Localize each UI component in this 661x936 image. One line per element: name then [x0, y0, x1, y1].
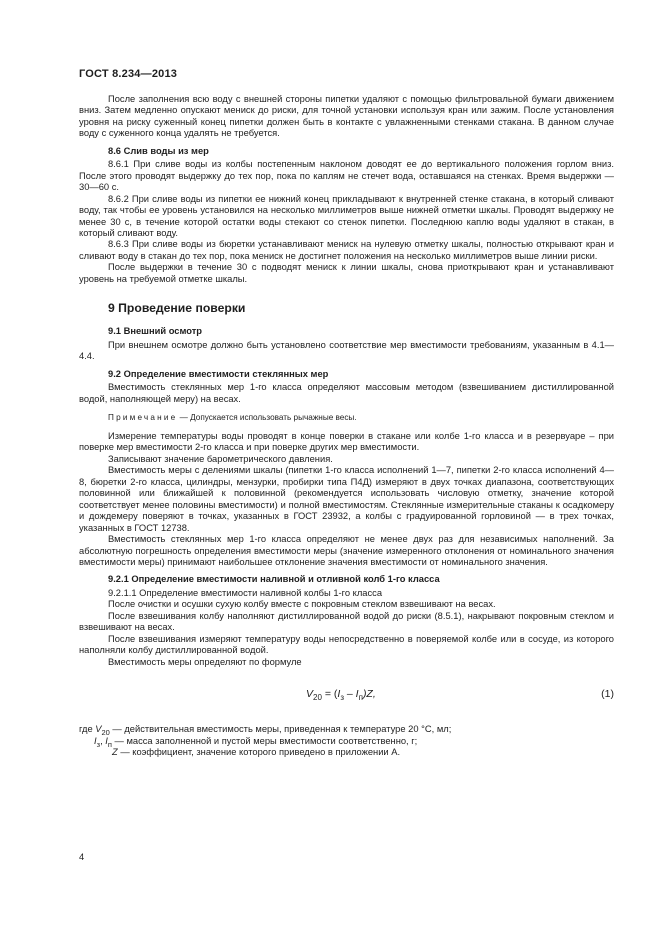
paragraph: 9.2.1.1 Определение вместимости наливной колбы 1-го класса [108, 587, 383, 598]
formula-symbol: I [337, 688, 341, 701]
legend-symbol: I [94, 735, 97, 746]
legend-text: — масса заполненной и пустой меры вместимости соответственно, г; [111, 735, 418, 746]
paragraph: После выдержки в течение 30 с подводят мениск к линии шкалы, снова приоткрывают кран и устанавливают уровень на требуемой отметке шкалы. [79, 262, 614, 284]
formula-op: = ( [321, 688, 338, 701]
paragraph: Вместимость стеклянных мер 1-го класса определяют не менее двух раз для независимых наполнений. За абсолютную погрешность определения вместимости меры (значение измеренного отклонения от номинального значения вместимости меры) принимают наибольшее отклонение значения вместимости от номинального значения. [79, 534, 614, 567]
subsection-heading: 9.2 Определение вместимости стеклянных мер [108, 368, 329, 379]
paragraph: Вместимость меры определяют по формуле [108, 656, 302, 667]
legend-lead: где [79, 724, 96, 735]
formula [306, 688, 376, 702]
note-text: — Допускается использовать рычажные весы. [177, 412, 357, 422]
paragraph: Измерение температуры воды проводят в конце поверки в стакане или колбе 1-го класса и в резервуаре – при поверке мер вместимости 2-го класса и при поверке других мер вместимости. [79, 430, 614, 453]
paragraph: 8.6.1 При сливе воды из колбы постепенным наклоном доводят ее до вертикального положения горлом вниз. После этого проводят выдержку до тех пор, пока по каплям не стечет вода, оставшаяся на стенках. Время выдержки — 30—60 с. [79, 159, 614, 193]
subsection-heading: 9.2.1 Определение вместимости наливной и отливной колб 1-го класса [108, 574, 440, 585]
legend-text: — действительная вместимость меры, приведенная к температуре 20 °С, мл; [109, 724, 452, 735]
formula-subscript: п [358, 693, 363, 703]
formula-number: (1) [601, 688, 614, 701]
paragraph: Вместимость стеклянных мер 1-го класса определяют массовым методом (взвешиванием дистиллированной водой, наполняющей меру) на весах. [79, 382, 614, 404]
paragraph: Записывают значение барометрического давления. [108, 453, 333, 464]
formula-subscript: 20 [313, 693, 322, 703]
formula-subscript: з [340, 693, 344, 703]
formula-op: – [343, 688, 356, 701]
paragraph: После заполнения всю воду с внешней стороны пипетки удаляют с помощью фильтровальной бумаги движением вниз. Затем медленно опускают мениск до риски, для точной установки используя кран или зажим. После установления уровня на риску суженный конец пипетки должен быть в контакте с увлажненными стенками стакана. В данном случае воду с суженного конца удалять не требуется. [79, 94, 614, 139]
legend-sep: , [100, 735, 106, 746]
legend-subscript: 20 [101, 727, 110, 737]
paragraph: После очистки и осушки сухую колбу вместе с покровным стеклом взвешивают на весах. [108, 599, 496, 610]
document-body [79, 94, 614, 759]
legend-row [79, 724, 614, 736]
note [79, 413, 614, 423]
legend-row [79, 747, 614, 759]
legend-subscript: з [96, 739, 101, 749]
subsection-heading: 8.6 Слив воды из мер [108, 145, 209, 156]
note-label: Примечание [108, 412, 178, 422]
legend-subscript: п [107, 739, 112, 749]
legend-symbol: Z [112, 747, 118, 758]
paragraph: 8.6.2 При сливе воды из пипетки ее нижний конец прикладывают к внутренней стенке стакана, в который сливают воду, так чтобы ее уровень установился на несколько миллиметров выше нижней отметки шкалы. Проводят выдержку не менее 30 с, в течение которой остатки воды стекают со стенок пипетки. Последнюю каплю воды удаляют в стакан, в который сливают воду. [79, 193, 614, 238]
paragraph: После взвешивания измеряют температуру воды непосредственно в поверяемой колбе или в сосуде, из которого наполняли колбу дистиллированной водой. [79, 633, 614, 656]
paragraph: После взвешивания колбу наполняют дистиллированной водой до риски (8.5.1), накрывают покровным стеклом и взвешивают на весах. [79, 610, 614, 633]
formula-block [79, 688, 614, 706]
paragraph: При внешнем осмотре должно быть установлено соответствие мер вместимости требованиям, указанным в 4.1—4.4. [79, 339, 614, 362]
formula-symbol: V [306, 688, 314, 701]
legend-row [79, 736, 614, 748]
formula-op: )Z, [362, 688, 376, 701]
legend-symbol: V [95, 724, 102, 735]
formula-legend [79, 724, 614, 759]
paragraph: Вместимость меры с делениями шкалы (пипетки 1-го класса исполнений 1—7, пипетки 2-го класса исполнений 4—8, бюретки 2-го класса, цилиндры, мензурки, пробирки типа П4Д) измеряют в двух точках диапазона, соответствующих половинной или ближайшей к половинной (рекомендуется использовать числовую отметку, значение которой соответствует менее половины вместимости) и полной вместимостям. Стеклянные измерительные стаканы к осадкомеру и дождемеру поверяют в точках, указанных в ГОСТ 23932, а колбы с градуированной горловиной — в трех точках, указанных в ГОСТ 12738. [79, 465, 614, 533]
paragraph: 8.6.3 При сливе воды из бюретки устанавливают мениск на нулевую отметку шкалы, полностью открывают кран и сливают воду в стакан до тех пор, пока мениск не достигнет положения на несколько миллиметров выше линии риски. [79, 239, 614, 261]
formula-symbol: I [355, 688, 359, 701]
document-header: ГОСТ 8.234—2013 [79, 68, 178, 80]
section-heading: 9 Проведение поверки [108, 301, 246, 316]
page-number: 4 [79, 852, 85, 862]
subsection-heading: 9.1 Внешний осмотр [108, 326, 203, 337]
legend-symbol: I [105, 735, 108, 746]
legend-text: — коэффициент, значение которого приведено в приложении А. [117, 747, 401, 758]
